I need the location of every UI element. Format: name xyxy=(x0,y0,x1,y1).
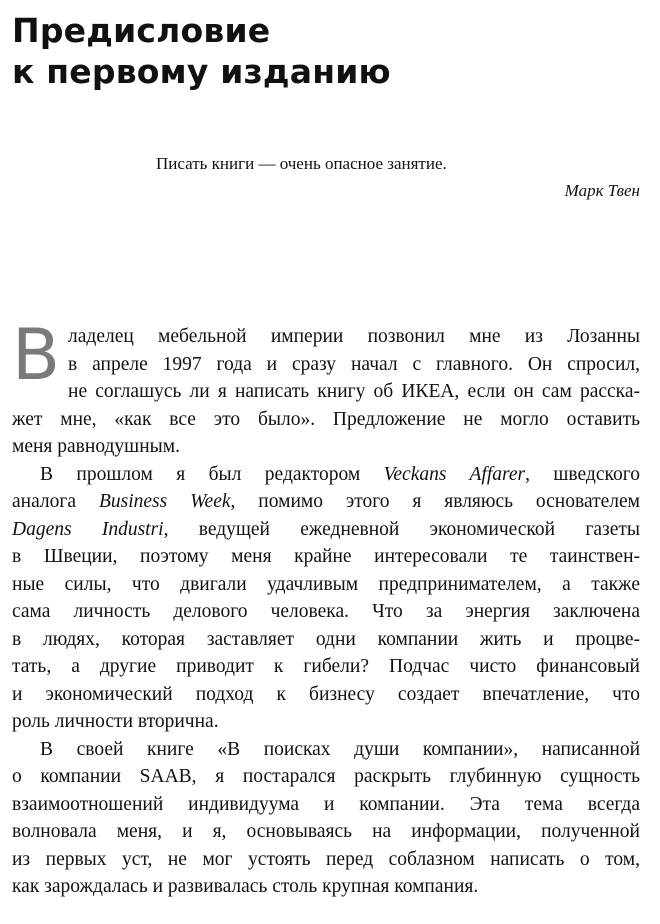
text-line: в людях, которая заставляет одни компании жить и процве- xyxy=(12,628,640,650)
heading-line-2: к первому изданию xyxy=(12,52,391,91)
text-line: и экономический подход к бизнесу создает впечатление, что xyxy=(12,683,640,705)
paragraph-3 xyxy=(12,736,640,901)
text-line: взаимоотношений индивидуума и компании. Эта тема всегда xyxy=(12,793,640,815)
drop-cap: В xyxy=(12,314,61,396)
text-fragment: , шведского xyxy=(525,463,640,485)
publication-name: Dagens Industri xyxy=(12,518,164,540)
text-line: ные силы, что двигали удачливым предпринимателем, а также xyxy=(12,573,640,595)
text-line: в Швеции, поэтому меня крайне интересовали те таинствен- xyxy=(12,546,640,567)
text-line: роль личности вторична. xyxy=(12,711,219,732)
text-line: в апреле 1997 года и сразу начал с главного. Он спросил, xyxy=(68,353,640,375)
publication-name: Veckans Affarer xyxy=(383,463,526,485)
body-text xyxy=(12,314,640,901)
text-line: В своей книге «В поисках души компании», написанной xyxy=(40,738,640,760)
text-fragment: аналога xyxy=(12,491,99,512)
text-fragment: В прошлом я был редактором xyxy=(40,463,384,485)
text-line: волновала меня, и я, основываясь на информации, полученной xyxy=(12,821,640,842)
text-fragment: , ведущей ежедневной экономической газеты xyxy=(163,518,640,540)
text-line xyxy=(12,488,640,516)
text-line: ладелец мебельной империи позвонил мне из Лозанны xyxy=(68,326,640,347)
text-line: тать, а другие приводит к гибели? Подчас чисто финансовый xyxy=(12,656,640,677)
text-line: как зарождалась и развивалась столь крупная компания. xyxy=(12,876,479,897)
text-line xyxy=(12,461,640,489)
paragraph-1 xyxy=(12,314,640,461)
text-line: жет мне, «как все это было». Предложение не могло оставить xyxy=(12,408,640,430)
publication-name: Business Week xyxy=(98,491,231,512)
text-line: меня равнодушным. xyxy=(12,436,180,457)
heading-line-1: Предисловие xyxy=(12,11,271,50)
text-fragment: , помимо этого я являюсь основателем xyxy=(230,491,640,512)
paragraph-2 xyxy=(12,461,640,736)
text-line: не соглашусь ли я написать книгу об ИКЕА, если он сам расска- xyxy=(68,381,640,402)
text-line: сама личность делового человека. Что за энергия заключена xyxy=(12,601,640,622)
text-line: о компании SAAB, я постарался раскрыть глубинную сущность xyxy=(12,766,640,787)
text-line xyxy=(12,516,640,544)
epigraph-author: Марк Твен xyxy=(564,181,640,200)
text-line: из первых уст, не мог устоять перед соблазном написать о том, xyxy=(12,848,640,870)
epigraph-quote: Писать книги — очень опасное занятие. xyxy=(156,154,447,173)
chapter-heading xyxy=(12,10,391,92)
